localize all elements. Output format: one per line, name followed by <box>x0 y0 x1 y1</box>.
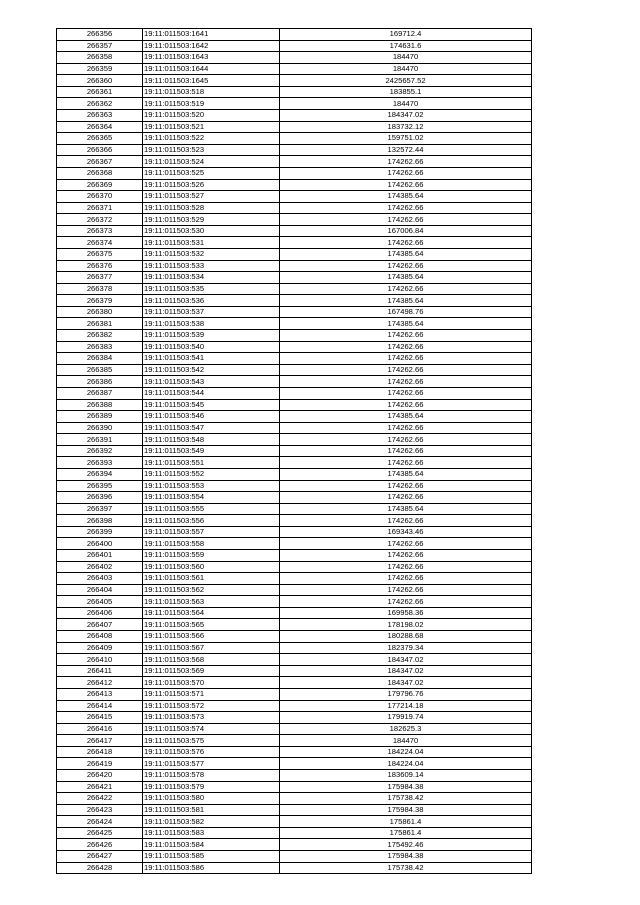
row-number-cell: 266363 <box>57 110 143 122</box>
row-number-cell: 266384 <box>57 353 143 365</box>
value-cell: 175738.42 <box>280 862 532 874</box>
cadastral-number-cell: 19:11:011503:1643 <box>143 52 280 64</box>
cadastral-number-cell: 19:11:011503:565 <box>143 619 280 631</box>
cadastral-number-cell: 19:11:011503:557 <box>143 526 280 538</box>
value-cell: 184224.04 <box>280 758 532 770</box>
cadastral-number-cell: 19:11:011503:531 <box>143 237 280 249</box>
table-row <box>57 607 532 619</box>
value-cell: 183609.14 <box>280 770 532 782</box>
cadastral-number-cell: 19:11:011503:560 <box>143 561 280 573</box>
row-number-cell: 266398 <box>57 515 143 527</box>
row-number-cell: 266359 <box>57 63 143 75</box>
cadastral-number-cell: 19:11:011503:525 <box>143 167 280 179</box>
table-row <box>57 306 532 318</box>
value-cell: 184470 <box>280 735 532 747</box>
value-cell: 169343.46 <box>280 526 532 538</box>
row-number-cell: 266405 <box>57 596 143 608</box>
row-number-cell: 266390 <box>57 422 143 434</box>
row-number-cell: 266404 <box>57 584 143 596</box>
cadastral-number-cell: 19:11:011503:570 <box>143 677 280 689</box>
table-row <box>57 318 532 330</box>
cadastral-number-cell: 19:11:011503:529 <box>143 214 280 226</box>
table-row <box>57 596 532 608</box>
table-row <box>57 804 532 816</box>
value-cell: 174262.66 <box>280 260 532 272</box>
value-cell: 174262.66 <box>280 445 532 457</box>
row-number-cell: 266362 <box>57 98 143 110</box>
value-cell: 169958.36 <box>280 607 532 619</box>
row-number-cell: 266372 <box>57 214 143 226</box>
cadastral-number-cell: 19:11:011503:543 <box>143 376 280 388</box>
value-cell: 174385.64 <box>280 468 532 480</box>
cadastral-number-cell: 19:11:011503:530 <box>143 225 280 237</box>
value-cell: 184347.02 <box>280 110 532 122</box>
value-cell: 174262.66 <box>280 353 532 365</box>
value-cell: 184347.02 <box>280 654 532 666</box>
value-cell: 174262.66 <box>280 492 532 504</box>
cadastral-number-cell: 19:11:011503:1641 <box>143 29 280 41</box>
row-number-cell: 266426 <box>57 839 143 851</box>
table-row <box>57 688 532 700</box>
table-row <box>57 63 532 75</box>
cadastral-number-cell: 19:11:011503:537 <box>143 306 280 318</box>
cadastral-number-cell: 19:11:011503:554 <box>143 492 280 504</box>
row-number-cell: 266427 <box>57 851 143 863</box>
row-number-cell: 266387 <box>57 387 143 399</box>
cadastral-number-cell: 19:11:011503:544 <box>143 387 280 399</box>
row-number-cell: 266401 <box>57 550 143 562</box>
row-number-cell: 266395 <box>57 480 143 492</box>
value-cell: 174262.66 <box>280 283 532 295</box>
row-number-cell: 266371 <box>57 202 143 214</box>
row-number-cell: 266385 <box>57 364 143 376</box>
cadastral-number-cell: 19:11:011503:581 <box>143 804 280 816</box>
value-cell: 175984.38 <box>280 781 532 793</box>
value-cell: 184347.02 <box>280 665 532 677</box>
row-number-cell: 266376 <box>57 260 143 272</box>
cadastral-number-cell: 19:11:011503:546 <box>143 411 280 423</box>
value-cell: 180288.68 <box>280 631 532 643</box>
cadastral-number-cell: 19:11:011503:583 <box>143 827 280 839</box>
table-row <box>57 445 532 457</box>
value-cell: 175861.4 <box>280 816 532 828</box>
table-row <box>57 839 532 851</box>
row-number-cell: 266382 <box>57 330 143 342</box>
table-row <box>57 341 532 353</box>
cadastral-number-cell: 19:11:011503:573 <box>143 712 280 724</box>
value-cell: 182625.3 <box>280 723 532 735</box>
value-cell: 175984.38 <box>280 851 532 863</box>
table-row <box>57 584 532 596</box>
cadastral-number-cell: 19:11:011503:553 <box>143 480 280 492</box>
table-row <box>57 712 532 724</box>
table-row <box>57 376 532 388</box>
value-cell: 184470 <box>280 63 532 75</box>
table-row <box>57 816 532 828</box>
row-number-cell: 266413 <box>57 688 143 700</box>
value-cell: 174262.66 <box>280 214 532 226</box>
value-cell: 174385.64 <box>280 248 532 260</box>
table-row <box>57 133 532 145</box>
table-row <box>57 665 532 677</box>
value-cell: 175984.38 <box>280 804 532 816</box>
row-number-cell: 266417 <box>57 735 143 747</box>
cadastral-number-cell: 19:11:011503:555 <box>143 503 280 515</box>
table-row <box>57 573 532 585</box>
table-body <box>57 29 532 874</box>
row-number-cell: 266380 <box>57 306 143 318</box>
cadastral-number-cell: 19:11:011503:1644 <box>143 63 280 75</box>
row-number-cell: 266388 <box>57 399 143 411</box>
row-number-cell: 266412 <box>57 677 143 689</box>
table-row <box>57 654 532 666</box>
row-number-cell: 266411 <box>57 665 143 677</box>
value-cell: 174262.66 <box>280 387 532 399</box>
cadastral-number-cell: 19:11:011503:532 <box>143 248 280 260</box>
table-row <box>57 827 532 839</box>
table-row <box>57 468 532 480</box>
table-row <box>57 144 532 156</box>
table-row <box>57 225 532 237</box>
row-number-cell: 266396 <box>57 492 143 504</box>
value-cell: 2425657.52 <box>280 75 532 87</box>
value-cell: 174262.66 <box>280 538 532 550</box>
cadastral-number-cell: 19:11:011503:580 <box>143 793 280 805</box>
table-row <box>57 515 532 527</box>
row-number-cell: 266397 <box>57 503 143 515</box>
cadastral-number-cell: 19:11:011503:572 <box>143 700 280 712</box>
value-cell: 174262.66 <box>280 550 532 562</box>
row-number-cell: 266381 <box>57 318 143 330</box>
cadastral-number-cell: 19:11:011503:521 <box>143 121 280 133</box>
value-cell: 174262.66 <box>280 584 532 596</box>
value-cell: 184470 <box>280 98 532 110</box>
cadastral-number-cell: 19:11:011503:578 <box>143 770 280 782</box>
value-cell: 167498.76 <box>280 306 532 318</box>
cadastral-number-cell: 19:11:011503:539 <box>143 330 280 342</box>
row-number-cell: 266406 <box>57 607 143 619</box>
row-number-cell: 266366 <box>57 144 143 156</box>
row-number-cell: 266392 <box>57 445 143 457</box>
value-cell: 174262.66 <box>280 457 532 469</box>
value-cell: 174262.66 <box>280 422 532 434</box>
value-cell: 174262.66 <box>280 341 532 353</box>
table-row <box>57 619 532 631</box>
value-cell: 183732.12 <box>280 121 532 133</box>
row-number-cell: 266361 <box>57 86 143 98</box>
value-cell: 174385.64 <box>280 503 532 515</box>
cadastral-number-cell: 19:11:011503:566 <box>143 631 280 643</box>
cadastral-number-cell: 19:11:011503:1642 <box>143 40 280 52</box>
row-number-cell: 266403 <box>57 573 143 585</box>
cadastral-number-cell: 19:11:011503:579 <box>143 781 280 793</box>
value-cell: 184347.02 <box>280 677 532 689</box>
table-row <box>57 758 532 770</box>
value-cell: 174262.66 <box>280 364 532 376</box>
table-row <box>57 156 532 168</box>
value-cell: 174385.64 <box>280 295 532 307</box>
cadastral-number-cell: 19:11:011503:556 <box>143 515 280 527</box>
cadastral-number-cell: 19:11:011503:549 <box>143 445 280 457</box>
row-number-cell: 266407 <box>57 619 143 631</box>
table-row <box>57 631 532 643</box>
cadastral-number-cell: 19:11:011503:520 <box>143 110 280 122</box>
table-row <box>57 191 532 203</box>
value-cell: 174262.66 <box>280 573 532 585</box>
row-number-cell: 266368 <box>57 167 143 179</box>
row-number-cell: 266378 <box>57 283 143 295</box>
cadastral-number-cell: 19:11:011503:577 <box>143 758 280 770</box>
table-row <box>57 503 532 515</box>
row-number-cell: 266400 <box>57 538 143 550</box>
table-row <box>57 492 532 504</box>
table-row <box>57 781 532 793</box>
table-row <box>57 746 532 758</box>
value-cell: 159751.02 <box>280 133 532 145</box>
value-cell: 132572.44 <box>280 144 532 156</box>
table-row <box>57 770 532 782</box>
table-row <box>57 86 532 98</box>
table-row <box>57 179 532 191</box>
cadastral-number-cell: 19:11:011503:552 <box>143 468 280 480</box>
table-row <box>57 422 532 434</box>
cadastral-number-cell: 19:11:011503:528 <box>143 202 280 214</box>
cadastral-number-cell: 19:11:011503:533 <box>143 260 280 272</box>
value-cell: 174262.66 <box>280 237 532 249</box>
cadastral-number-cell: 19:11:011503:562 <box>143 584 280 596</box>
cadastral-number-cell: 19:11:011503:561 <box>143 573 280 585</box>
table-row <box>57 434 532 446</box>
value-cell: 184224.04 <box>280 746 532 758</box>
table-row <box>57 793 532 805</box>
value-cell: 174262.66 <box>280 376 532 388</box>
cadastral-number-cell: 19:11:011503:535 <box>143 283 280 295</box>
table-row <box>57 248 532 260</box>
value-cell: 174262.66 <box>280 202 532 214</box>
cadastral-number-cell: 19:11:011503:527 <box>143 191 280 203</box>
cadastral-number-cell: 19:11:011503:548 <box>143 434 280 446</box>
table-row <box>57 677 532 689</box>
cadastral-number-cell: 19:11:011503:518 <box>143 86 280 98</box>
row-number-cell: 266420 <box>57 770 143 782</box>
cadastral-number-cell: 19:11:011503:567 <box>143 642 280 654</box>
table-row <box>57 214 532 226</box>
row-number-cell: 266393 <box>57 457 143 469</box>
cadastral-number-cell: 19:11:011503:569 <box>143 665 280 677</box>
table-row <box>57 411 532 423</box>
value-cell: 177214.18 <box>280 700 532 712</box>
table-row <box>57 29 532 41</box>
row-number-cell: 266424 <box>57 816 143 828</box>
table-row <box>57 851 532 863</box>
table-row <box>57 735 532 747</box>
row-number-cell: 266402 <box>57 561 143 573</box>
table-row <box>57 237 532 249</box>
cadastral-number-cell: 19:11:011503:522 <box>143 133 280 145</box>
cadastral-number-cell: 19:11:011503:523 <box>143 144 280 156</box>
table-row <box>57 723 532 735</box>
value-cell: 174385.64 <box>280 191 532 203</box>
value-cell: 174262.66 <box>280 515 532 527</box>
table-row <box>57 98 532 110</box>
cadastral-number-cell: 19:11:011503:586 <box>143 862 280 874</box>
cadastral-number-cell: 19:11:011503:571 <box>143 688 280 700</box>
cadastral-number-cell: 19:11:011503:1645 <box>143 75 280 87</box>
row-number-cell: 266356 <box>57 29 143 41</box>
row-number-cell: 266383 <box>57 341 143 353</box>
value-cell: 174262.66 <box>280 156 532 168</box>
value-cell: 179919.74 <box>280 712 532 724</box>
cadastral-number-cell: 19:11:011503:584 <box>143 839 280 851</box>
value-cell: 174262.66 <box>280 167 532 179</box>
row-number-cell: 266428 <box>57 862 143 874</box>
cadastral-number-cell: 19:11:011503:575 <box>143 735 280 747</box>
row-number-cell: 266391 <box>57 434 143 446</box>
value-cell: 167006.84 <box>280 225 532 237</box>
cadastral-number-cell: 19:11:011503:534 <box>143 272 280 284</box>
row-number-cell: 266415 <box>57 712 143 724</box>
table-row <box>57 862 532 874</box>
value-cell: 174262.66 <box>280 480 532 492</box>
table-row <box>57 295 532 307</box>
value-cell: 184470 <box>280 52 532 64</box>
row-number-cell: 266375 <box>57 248 143 260</box>
row-number-cell: 266421 <box>57 781 143 793</box>
value-cell: 183855.1 <box>280 86 532 98</box>
value-cell: 174385.64 <box>280 411 532 423</box>
cadastral-number-cell: 19:11:011503:538 <box>143 318 280 330</box>
table-row <box>57 75 532 87</box>
value-cell: 174262.66 <box>280 561 532 573</box>
row-number-cell: 266386 <box>57 376 143 388</box>
row-number-cell: 266394 <box>57 468 143 480</box>
row-number-cell: 266369 <box>57 179 143 191</box>
cadastral-number-cell: 19:11:011503:576 <box>143 746 280 758</box>
table-row <box>57 550 532 562</box>
table-row <box>57 52 532 64</box>
row-number-cell: 266416 <box>57 723 143 735</box>
table-row <box>57 121 532 133</box>
table-row <box>57 526 532 538</box>
row-number-cell: 266399 <box>57 526 143 538</box>
value-cell: 174262.66 <box>280 434 532 446</box>
table-row <box>57 40 532 52</box>
cadastral-number-cell: 19:11:011503:545 <box>143 399 280 411</box>
value-cell: 174262.66 <box>280 596 532 608</box>
table-row <box>57 202 532 214</box>
table-row <box>57 272 532 284</box>
value-cell: 178198.02 <box>280 619 532 631</box>
row-number-cell: 266358 <box>57 52 143 64</box>
table-row <box>57 167 532 179</box>
row-number-cell: 266360 <box>57 75 143 87</box>
row-number-cell: 266408 <box>57 631 143 643</box>
table-row <box>57 353 532 365</box>
cadastral-number-cell: 19:11:011503:585 <box>143 851 280 863</box>
value-cell: 174385.64 <box>280 272 532 284</box>
row-number-cell: 266422 <box>57 793 143 805</box>
table-row <box>57 700 532 712</box>
cadastral-number-cell: 19:11:011503:542 <box>143 364 280 376</box>
row-number-cell: 266418 <box>57 746 143 758</box>
cadastral-number-cell: 19:11:011503:540 <box>143 341 280 353</box>
value-cell: 175861.4 <box>280 827 532 839</box>
table-row <box>57 283 532 295</box>
row-number-cell: 266379 <box>57 295 143 307</box>
row-number-cell: 266365 <box>57 133 143 145</box>
value-cell: 174262.66 <box>280 330 532 342</box>
row-number-cell: 266367 <box>57 156 143 168</box>
table-row <box>57 480 532 492</box>
row-number-cell: 266389 <box>57 411 143 423</box>
table-row <box>57 399 532 411</box>
cadastral-number-cell: 19:11:011503:574 <box>143 723 280 735</box>
row-number-cell: 266364 <box>57 121 143 133</box>
row-number-cell: 266377 <box>57 272 143 284</box>
table-row <box>57 387 532 399</box>
cadastral-number-cell: 19:11:011503:524 <box>143 156 280 168</box>
row-number-cell: 266425 <box>57 827 143 839</box>
cadastral-number-cell: 19:11:011503:568 <box>143 654 280 666</box>
cadastral-number-cell: 19:11:011503:526 <box>143 179 280 191</box>
cadastral-number-cell: 19:11:011503:582 <box>143 816 280 828</box>
value-cell: 175492.46 <box>280 839 532 851</box>
cadastral-number-cell: 19:11:011503:551 <box>143 457 280 469</box>
cadastral-number-cell: 19:11:011503:563 <box>143 596 280 608</box>
table-row <box>57 260 532 272</box>
value-cell: 179796.76 <box>280 688 532 700</box>
row-number-cell: 266410 <box>57 654 143 666</box>
value-cell: 174262.66 <box>280 399 532 411</box>
table-row <box>57 330 532 342</box>
row-number-cell: 266409 <box>57 642 143 654</box>
row-number-cell: 266414 <box>57 700 143 712</box>
row-number-cell: 266370 <box>57 191 143 203</box>
value-cell: 169712.4 <box>280 29 532 41</box>
cadastral-number-cell: 19:11:011503:564 <box>143 607 280 619</box>
row-number-cell: 266423 <box>57 804 143 816</box>
value-cell: 182379.34 <box>280 642 532 654</box>
table-row <box>57 457 532 469</box>
data-table <box>56 28 532 874</box>
table-row <box>57 642 532 654</box>
value-cell: 174262.66 <box>280 179 532 191</box>
table-row <box>57 538 532 550</box>
cadastral-number-cell: 19:11:011503:519 <box>143 98 280 110</box>
value-cell: 175738.42 <box>280 793 532 805</box>
value-cell: 174385.64 <box>280 318 532 330</box>
cadastral-number-cell: 19:11:011503:547 <box>143 422 280 434</box>
value-cell: 174631.6 <box>280 40 532 52</box>
row-number-cell: 266373 <box>57 225 143 237</box>
table-row <box>57 364 532 376</box>
cadastral-number-cell: 19:11:011503:558 <box>143 538 280 550</box>
cadastral-number-cell: 19:11:011503:559 <box>143 550 280 562</box>
cadastral-number-cell: 19:11:011503:536 <box>143 295 280 307</box>
row-number-cell: 266374 <box>57 237 143 249</box>
table-row <box>57 561 532 573</box>
row-number-cell: 266419 <box>57 758 143 770</box>
cadastral-number-cell: 19:11:011503:541 <box>143 353 280 365</box>
row-number-cell: 266357 <box>57 40 143 52</box>
table-row <box>57 110 532 122</box>
